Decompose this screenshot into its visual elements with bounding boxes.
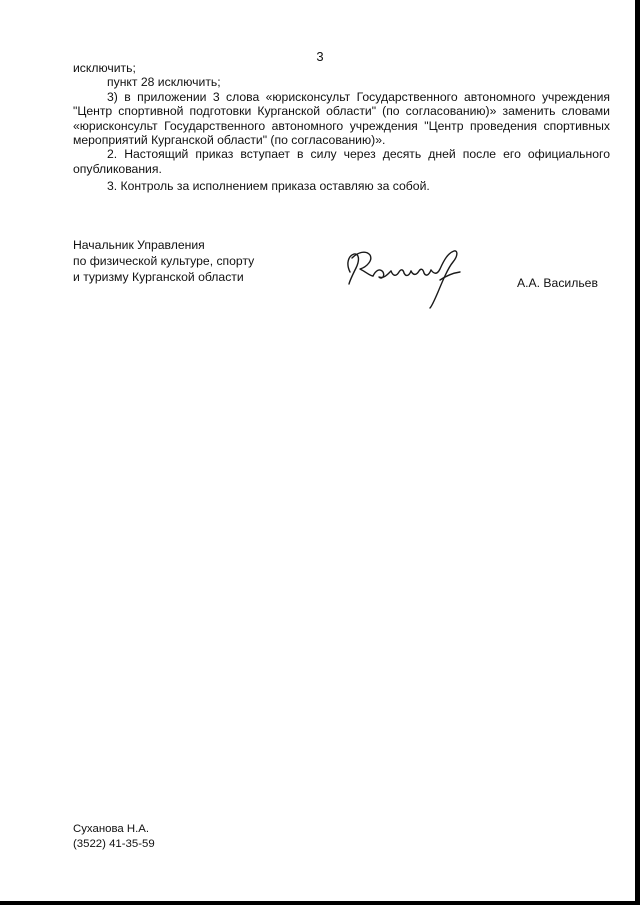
- signatory-position: [73, 238, 254, 285]
- document-body: [73, 61, 610, 194]
- paragraph-appendix-3: 3) в приложении 3 слова «юрисконсульт Государственного автономного учреждения "Центр спортивной подготовки Курганской области" (по согласованию)» заменить словами «юрисконсульт Государственного автономного учреждения "Центр проведения спортивных мероприятий Курганской области" (по согласованию)».: [73, 89, 610, 148]
- scan-border-right: [635, 0, 640, 905]
- handwritten-signature: [340, 246, 465, 312]
- position-line: и туризму Курганской области: [73, 269, 244, 284]
- scan-border-bottom: [0, 901, 640, 905]
- signer-name: А.А. Васильев: [517, 276, 598, 290]
- position-line: по физической культуре, спорту: [73, 253, 255, 268]
- executor-info: [73, 822, 155, 851]
- position-line: Начальник Управления: [73, 238, 205, 252]
- page-number: 3: [316, 49, 324, 64]
- paragraph-control: 3. Контроль за исполнением приказа оставляю за собой.: [107, 179, 430, 194]
- executor-name: Суханова Н.А.: [73, 823, 150, 835]
- paragraph-exclude: исключить;: [73, 61, 136, 75]
- paragraph-item-28: пункт 28 исключить;: [107, 75, 221, 90]
- executor-phone: (3522) 41-35-59: [73, 837, 155, 850]
- paragraph-effective-date: 2. Настоящий приказ вступает в силу через десять дней после его официального опубликования.: [73, 147, 610, 176]
